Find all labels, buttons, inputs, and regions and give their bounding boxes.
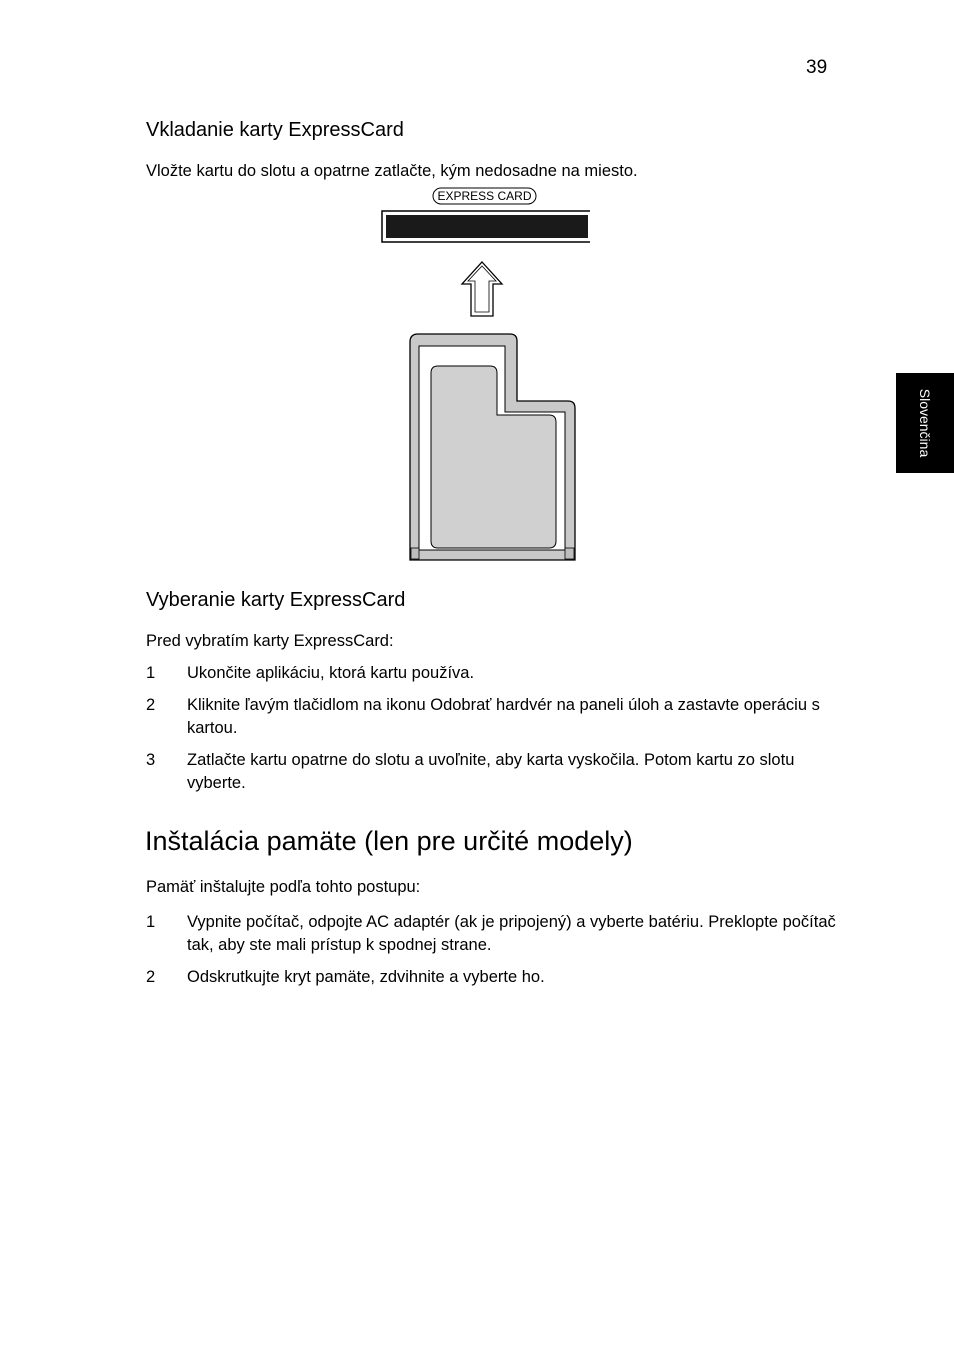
language-label: Slovenčina [917, 388, 933, 458]
section-intro-insert: Vložte kartu do slotu a opatrne zatlačte, kým nedosadne na miesto. [146, 162, 638, 180]
section-title-memory: Inštalácia pamäte (len pre určité modely) [145, 826, 633, 856]
express-card-slot-label [433, 188, 536, 204]
section-title-remove: Vyberanie karty ExpressCard [146, 589, 406, 611]
section-intro-remove: Pred vybratím karty ExpressCard: [146, 632, 394, 650]
expresscard-insertion-figure [370, 180, 590, 565]
step-number: 1 [146, 913, 156, 931]
step-text: Odskrutkujte kryt pamäte, zdvihnite a vyberte ho. [187, 968, 545, 986]
section-intro-memory: Pamäť inštalujte podľa tohto postupu: [146, 878, 421, 896]
step-number: 1 [146, 664, 156, 682]
page-number: 39 [806, 57, 828, 78]
step-number: 3 [146, 751, 156, 769]
step-number: 2 [146, 696, 156, 714]
step-number: 2 [146, 968, 156, 986]
slot-label-text: EXPRESS CARD [437, 189, 532, 203]
insert-direction-arrow-icon [462, 262, 502, 316]
express-card-slot [382, 211, 590, 242]
section-title-insert: Vkladanie karty ExpressCard [146, 119, 404, 141]
step-text: Ukončite aplikáciu, ktorá kartu používa. [187, 664, 475, 682]
step-text: Vypnite počítač, odpojte AC adaptér (ak je pripojený) a vyberte batériu. Preklopte počítač tak, aby ste mali prístup k spodnej strane. [187, 913, 836, 954]
step-text: Kliknite ľavým tlačidlom na ikonu Odobrať hardvér na paneli úloh a zastavte operáciu s kartou. [187, 696, 820, 737]
language-side-tab [896, 373, 954, 473]
expresscard-card [410, 334, 575, 560]
step-text: Zatlačte kartu opatrne do slotu a uvoľnite, aby karta vyskočila. Potom kartu zo slotu vyberte. [187, 751, 795, 792]
